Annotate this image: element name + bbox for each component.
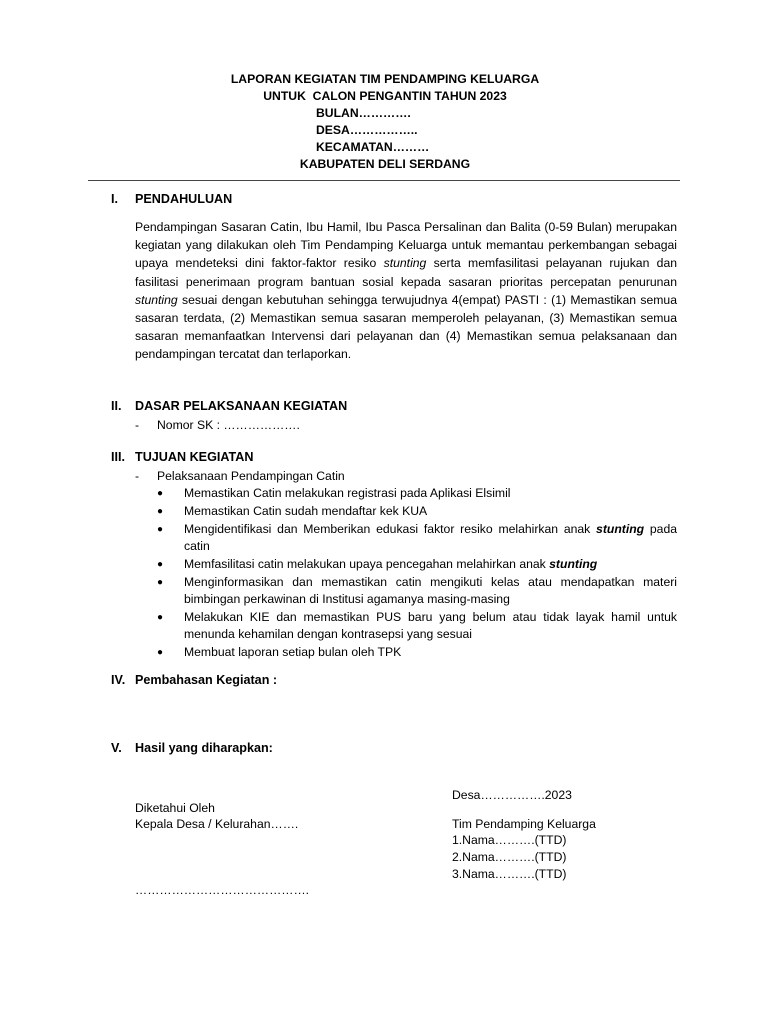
section-heading-pembahasan	[111, 673, 277, 687]
dash-marker: -	[135, 469, 140, 483]
intro-text-3: sesuai dengan kebutuhan sehingga terwujudnya 4(empat) PASTI : (1) Memastikan semua sasaran terdata, (2) Memastikan semua sasaran memperoleh pelayanan, (3) Memastikan semua sasaran memanfaatkan Intervensi dari pelayanan dan (4) Memastikan semua pelaksanaan dan pendampingan tercatat dan terlaporkan.	[135, 292, 677, 362]
sk-number-text: Nomor SK : ……………….	[157, 418, 300, 432]
place-date: Desa…………….2023	[452, 788, 572, 802]
header-month: BULAN………….	[316, 106, 411, 120]
header-regency: KABUPATEN DELI SERDANG	[299, 157, 471, 171]
section-number: V.	[111, 741, 122, 755]
intro-italic-stunting-1: stunting	[383, 256, 427, 271]
section-heading-pendahuluan	[111, 192, 232, 206]
list-item-emphasis: stunting	[596, 522, 645, 536]
section-number: IV.	[111, 673, 126, 687]
section-title: DASAR PELAKSANAAN KEGIATAN	[135, 399, 348, 413]
village-head-label: Kepala Desa / Kelurahan…….	[135, 817, 299, 831]
team-member-2: 2.Nama……….(TTD)	[452, 850, 567, 864]
dash-marker: -	[135, 418, 140, 432]
section-title: PENDAHULUAN	[135, 192, 233, 206]
list-item: ● Membuat laporan setiap bulan oleh TPK	[135, 644, 677, 661]
list-item: ● Menginformasikan dan memastikan catin mengikuti kelas atau mendapatkan materi bimbingan perkawinan di Institusi agamanya masing-masing	[135, 574, 677, 608]
list-item-text: pada catin	[184, 522, 678, 553]
section-number: I.	[111, 192, 118, 206]
team-member-1: 1.Nama……….(TTD)	[452, 833, 567, 847]
list-item	[135, 521, 677, 555]
tujuan-lead-item	[135, 469, 345, 483]
section-heading-hasil	[111, 741, 273, 755]
header-village: DESA……………..	[316, 123, 418, 137]
list-item-emphasis: stunting	[549, 557, 598, 571]
list-item-text: Mengidentifikasi dan Memberikan edukasi faktor resiko melahirkan anak	[184, 522, 597, 536]
header-title: LAPORAN KEGIATAN TIM PENDAMPING KELUARGA	[230, 72, 540, 86]
intro-paragraph	[135, 218, 677, 364]
section-heading-tujuan	[111, 450, 253, 464]
intro-text-2: serta memfasilitasi pelayanan rujukan dan fasilitasi penerimaan program bantuan sosial kepada sasaran prioritas percepatan penurunan	[135, 256, 678, 289]
section-number: III.	[111, 450, 125, 464]
list-item-text: Memfasilitasi catin melakukan upaya pencegahan melahirkan anak	[184, 557, 550, 571]
section-title: Hasil yang diharapkan:	[135, 741, 273, 755]
header-subtitle: UNTUK CALON PENGANTIN TAHUN 2023	[263, 89, 507, 103]
intro-text-1: Pendampingan Sasaran Catin, Ibu Hamil, Ibu Pasca Persalinan dan Balita (0-59 Bulan) merupakan kegiatan yang dilakukan oleh Tim Pendamping Keluarga untuk memantau perkembangan sebagai upaya mendeteksi dini faktor-faktor resiko	[135, 220, 677, 271]
header-divider	[88, 180, 680, 181]
list-item: ● Melakukan KIE dan memastikan PUS baru yang belum atau tidak layak hamil untuk menunda kehamilan dengan kontrasepsi yang sesuai	[135, 609, 677, 643]
list-item: ● Memastikan Catin melakukan registrasi pada Aplikasi Elsimil	[135, 485, 677, 502]
header-district: KECAMATAN………	[316, 140, 430, 154]
tujuan-lead-text: Pelaksanaan Pendampingan Catin	[157, 469, 345, 483]
section-number: II.	[111, 399, 122, 413]
section-heading-dasar	[111, 399, 347, 413]
dasar-item	[135, 418, 300, 432]
known-by-label: Diketahui Oleh	[135, 801, 215, 815]
team-title-label: Tim Pendamping Keluarga	[452, 817, 596, 831]
section-title: Pembahasan Kegiatan :	[135, 673, 278, 687]
list-item: ● Memastikan Catin sudah mendaftar kek KUA	[135, 503, 677, 520]
team-member-3: 3.Nama……….(TTD)	[452, 867, 567, 881]
village-head-signature-line: …………………………………….	[135, 883, 310, 897]
section-title: TUJUAN KEGIATAN	[135, 450, 254, 464]
intro-italic-stunting-2: stunting	[135, 292, 178, 307]
report-header	[0, 71, 768, 173]
list-item	[135, 556, 677, 573]
tujuan-bullet-list	[135, 485, 677, 662]
